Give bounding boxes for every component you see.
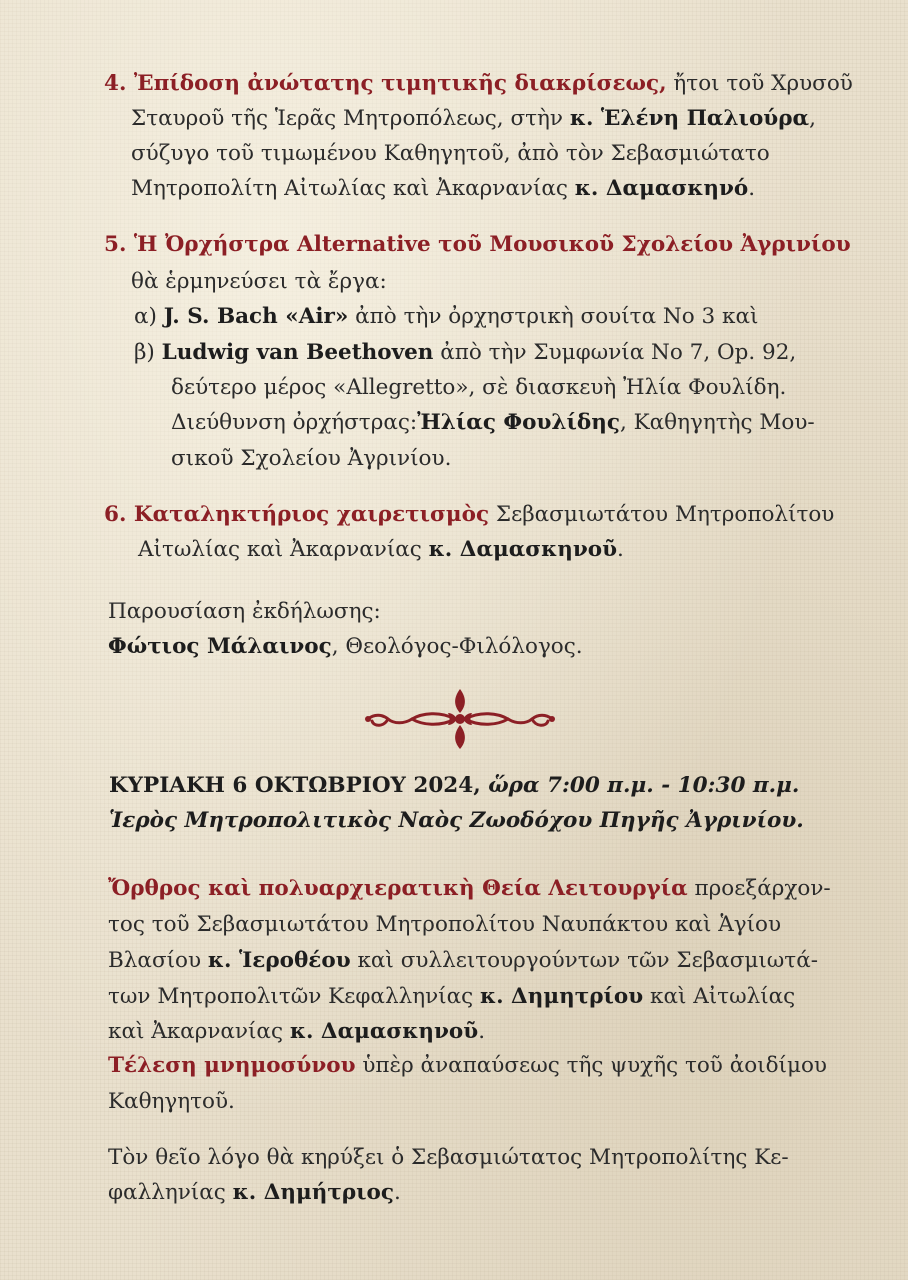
item6-heading: 6. Καταληκτήριος χαιρετισμὸς [104,502,490,527]
item5-work-b-line2: δεύτερο μέρος «Allegretto», σὲ διασκευὴ Ἠλία Φουλίδη. [171,375,787,400]
liturgy-memorial: Τέλεση μνημοσύνου ὑπὲρ ἀναπαύσεως τῆς ψυχῆς τοῦ ἀοιδίμου [108,1053,827,1078]
sermon-line2: φαλληνίας κ. Δημήτριος. [108,1180,401,1205]
liturgy-line5: καὶ Ἀκαρνανίας κ. Δαμασκηνοῦ. [108,1019,486,1044]
item4-line1: 4. Ἐπίδοση ἀνώτατης τιμητικῆς διακρίσεως, ἤτοι τοῦ Χρυσοῦ [104,71,853,96]
liturgy-line7: Καθηγητοῦ. [108,1089,235,1114]
liturgy-line1: Ὄρθρος καὶ πολυαρχιερατικὴ Θεία Λειτουργία προεξάρχον- [108,876,831,901]
item5-heading: 5. Ἡ Ὀρχήστρα Alternative τοῦ Μουσικοῦ Σχολείου Ἀγρινίου [104,232,851,257]
item6-line1: 6. Καταληκτήριος χαιρετισμὸς Σεβασμιωτάτου Μητροπολίτου [104,502,835,527]
liturgy-line4: των Μητροπολιτῶν Κεφαλληνίας κ. Δημητρίου καὶ Αἰτωλίας [108,984,796,1009]
item4-heading: 4. Ἐπίδοση ἀνώτατης τιμητικῆς διακρίσεως, [104,71,667,96]
presentation-label: Παρουσίαση ἐκδήλωσης: [108,599,381,624]
item4-line2: Σταυροῦ τῆς Ἱερᾶς Μητροπόλεως, στὴν κ. Ἑλένη Παλιούρα, [131,106,816,131]
sermon-line1: Τὸν θεῖο λόγο θὰ κηρύξει ὁ Σεβασμιώτατος Μητροπολίτης Κε- [108,1145,789,1170]
item5-work-b: β) Ludwig van Beethoven ἀπὸ τὴν Συμφωνία Νο 7, Op. 92, [134,340,797,365]
liturgy-line3: Βλασίου κ. Ἱεροθέου καὶ συλλειτουργούντων τῶν Σεβασμιωτά- [108,948,818,973]
item4-line4: Μητροπολίτη Αἰτωλίας καὶ Ἀκαρνανίας κ. Δαμασκηνό. [131,176,756,201]
memorial-heading: Τέλεση μνημοσύνου [108,1053,356,1078]
presentation-presenter: Φώτιος Μάλαινος, Θεολόγος-Φιλόλογος. [108,634,583,659]
fleur-de-lis-divider-icon [360,683,560,753]
item5-work-a: α) J. S. Bach «Air» ἀπὸ τὴν ὀρχηστρικὴ σουίτα Νο 3 καὶ [134,304,759,329]
item4-line3: σύζυγο τοῦ τιμωμένου Καθηγητοῦ, ἀπὸ τὸν Σεβασμιώτατο [131,141,770,166]
liturgy-heading: Ὄρθρος καὶ πολυαρχιερατικὴ Θεία Λειτουργία [108,876,688,901]
item5-conductor-line2: σικοῦ Σχολείου Ἀγρινίου. [171,446,452,471]
item6-line2: Αἰτωλίας καὶ Ἀκαρνανίας κ. Δαμασκηνοῦ. [138,537,624,562]
sunday-datetime: ΚΥΡΙΑΚΗ 6 ΟΚΤΩΒΡΙΟΥ 2024, ὥρα 7:00 π.μ. - 10:30 π.μ. [109,773,800,798]
liturgy-line2: τος τοῦ Σεβασμιωτάτου Μητροπολίτου Ναυπάκτου καὶ Ἁγίου [108,912,782,937]
item5-conductor: Διεύθυνση ὀρχήστρας:Ἠλίας Φουλίδης, Καθηγητὴς Μου- [171,410,815,435]
item5-line2: θὰ ἑρμηνεύσει τὰ ἔργα: [131,269,387,294]
sunday-venue: Ἱερὸς Μητροπολιτικὸς Ναὸς Ζωοδόχου Πηγῆς Ἀγρινίου. [109,808,804,833]
